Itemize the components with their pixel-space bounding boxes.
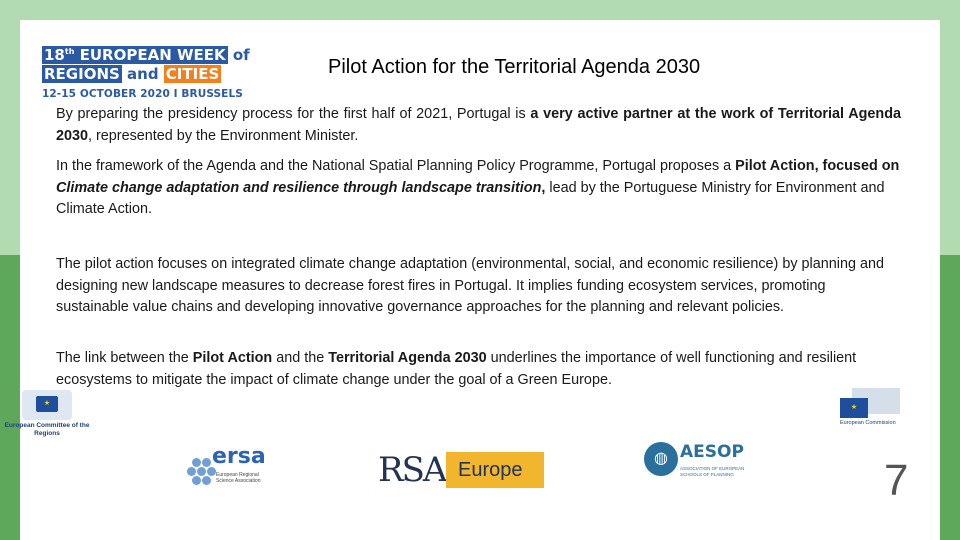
paragraph-2: In the framework of the Agenda and the National Spatial Planning Policy Programme, Portugal proposes a Pilot Action, focused on Climate change adaptation and resilience through landscape transition, lead by the Portuguese Ministry for Environment and Climate Action. xyxy=(56,158,900,217)
event-logo-line2: REGIONS and CITIES xyxy=(44,65,220,83)
event-logo-line1: 18th EUROPEAN WEEK of xyxy=(44,46,250,64)
european-commission-logo xyxy=(838,388,904,434)
paragraph-4: The link between the Pilot Action and the Territorial Agenda 2030 underlines the importance of well functioning and resilient ecosystems to mitigate the impact of climate change under the goal of a Green Europe. xyxy=(56,350,857,388)
paragraph-3: The pilot action focuses on integrated climate change adaptation (environmental, social, and economic resilience) by planning and designing new landscape measures to decrease forest fires in Portugal. It implies funding ecosystem services, promoting sustainable value chains and developing innovative governance approaches for the planning and relevant policies. xyxy=(56,256,884,315)
ersa-logo xyxy=(186,428,268,492)
slide-title: Pilot Action for the Territorial Agenda 2030 xyxy=(328,56,701,78)
eu-flag-icon: ★ xyxy=(840,398,868,418)
event-logo-dates: 12-15 OCTOBER 2020 I BRUSSELS xyxy=(42,88,243,100)
rsa-europe-text: Europe xyxy=(446,452,544,488)
aesop-logo-name: AESOP xyxy=(680,442,744,462)
ersa-logo-name: ersa xyxy=(212,444,266,469)
page-number: 7 xyxy=(884,456,909,505)
rsa-mark: RSA xyxy=(378,450,446,490)
eu-flag-icon: ★ xyxy=(36,396,58,412)
cor-emblem xyxy=(22,390,72,420)
committee-of-regions-logo xyxy=(4,390,90,450)
paragraph-1: By preparing the presidency process for the first half of 2021, Portugal is a very active partner at the work of Territorial Agenda 2030, represented by the Environment Minister. xyxy=(56,106,901,144)
cor-logo-text: European Committee of the Regions xyxy=(4,422,90,437)
globe-icon: ◍ xyxy=(644,442,678,476)
rsa-europe-logo xyxy=(378,452,544,488)
ec-logo-text: European Commission xyxy=(840,420,896,426)
aesop-logo xyxy=(644,440,754,486)
aesop-logo-sub: ASSOCIATION OF EUROPEAN SCHOOLS OF PLANNING xyxy=(680,466,745,477)
ersa-logo-sub: European Regional Science Association xyxy=(216,472,261,484)
